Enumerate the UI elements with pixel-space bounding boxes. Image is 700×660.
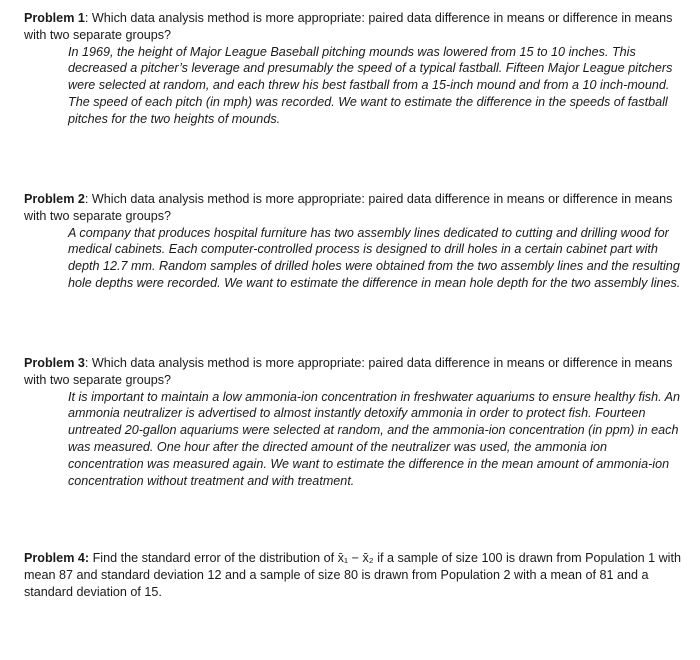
problem-4-question (24, 550, 684, 600)
problem-3 (24, 355, 684, 489)
problem-2-question (24, 191, 684, 225)
problem-3-scenario: It is important to maintain a low ammonia-ion concentration in freshwater aquariums to ensure healthy fish. An ammonia neutralizer is advertised to almost instantly detoxify ammonia in order to protect fish. Fourteen untreated 20-gallon aquariums were selected at random, and the ammonia-ion concentration (in ppm) in each was measured. One hour after the directed amount of the neutralizer was used, the ammonia ion concentration was measured again. We want to estimate the difference in the mean amount of ammonia-ion concentration without treatment and with treatment. (68, 389, 681, 488)
problem-1-scenario: In 1969, the height of Major League Baseball pitching mounds was lowered from 15 to 10 inches. This decreased a pitcher’s leverage and presumably the speed of a typical fastball. Fifteen Major League pitchers were selected at random, and each threw his best fastball from a 15-inch mound and from a 10 inch-mound. The speed of each pitch (in mph) was recorded. We want to estimate the difference in the speeds of fastball pitches for the two heights of mounds. (68, 44, 673, 126)
problem-4-label: Problem 4: (24, 551, 90, 565)
problem-4-question-text: Find the standard error of the distribution of x̄₁ − x̄₂ if a sample of size 100 is drawn from Population 1 with mean 87 and standard deviation 12 and a sample of size 80 is drawn from Population 2 with a mean of 81 and a standard deviation of 15. (24, 551, 681, 599)
problem-1-question-text: : Which data analysis method is more appropriate: paired data difference in means or difference in means with two separate groups? (24, 11, 673, 42)
problem-1-question (24, 10, 684, 44)
problem-4 (24, 550, 684, 600)
problem-2 (24, 191, 684, 292)
problem-2-label: Problem 2 (24, 192, 85, 206)
problem-3-question (24, 355, 684, 389)
problem-3-label: Problem 3 (24, 356, 85, 370)
problem-3-question-text: : Which data analysis method is more appropriate: paired data difference in means or difference in means with two separate groups? (24, 356, 673, 387)
problem-1-label: Problem 1 (24, 11, 85, 25)
problem-1 (24, 10, 684, 128)
problem-2-scenario: A company that produces hospital furniture has two assembly lines dedicated to cutting and drilling wood for medical cabinets. Each computer-controlled process is designed to drill holes in a certain cabinet part with depth 12.7 mm. Random samples of drilled holes were obtained from the two assembly lines and the resulting hole depths were recorded. We want to estimate the difference in mean hole depth for the two assembly lines. (68, 225, 681, 290)
problem-2-question-text: : Which data analysis method is more appropriate: paired data difference in means or difference in means with two separate groups? (24, 192, 673, 223)
